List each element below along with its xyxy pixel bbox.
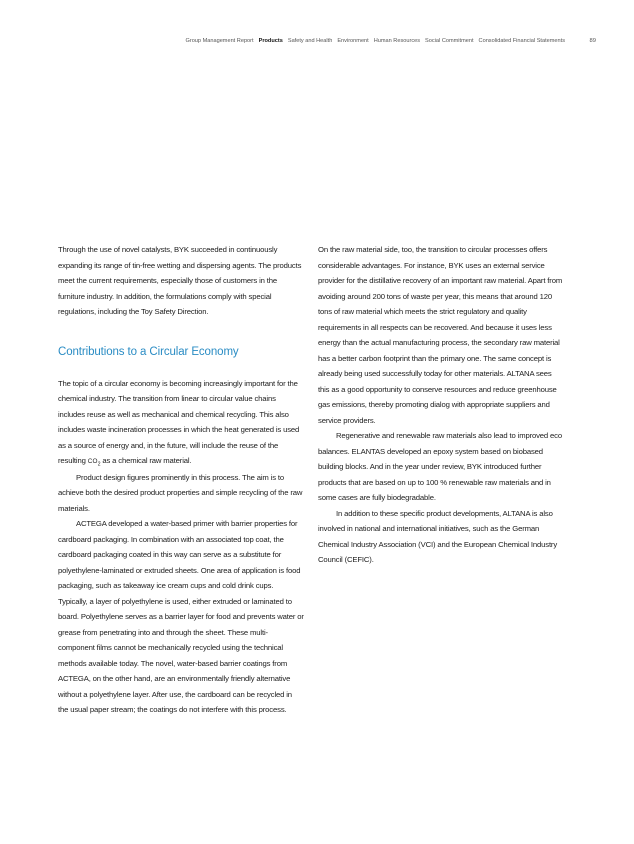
initiatives-paragraph: In addition to these specific product developments, ALTANA is also involved in national and international initiatives, such as the German Chemical Industry Association (VCI) and the European Chemical Industry Council (CEFIC). [318, 508, 558, 564]
raw-material-paragraph: On the raw material side, too, the transition to circular processes offers considerable advantages. For instance, BYK uses an external service provider for the distillative recovery of an important raw material. Apart from avoiding around 200 tons of waste per year, this means that around 120 tons of raw material which meets the strict regulatory and quality requirements in all respects can be recovered. And because it uses less energy than the actual manufacturing process, the secondary raw material has a better carbon footprint than the primary one. The same concept is already being used successfully today for other materials. ALTANA sees this as a good opportunity to conserve resources and reduce greenhouse gas emissions, thereby promoting dialog with appropriate suppliers and service providers. [318, 245, 563, 425]
co2-subscript: 2 [97, 461, 101, 468]
circular-economy-paragraph [58, 376, 304, 470]
circular-economy-text: The topic of a circular economy is becoming increasingly important for the chemical industry. The transition from linear to circular value chains includes reuse as well as mechanical and chemical recycling. This also includes waste incineration processes in which the heat generated is used as a source of energy and, in the future, will include the reuse of the resulting [58, 378, 300, 465]
product-design-paragraph: Product design figures prominently in this process. The aim is to achieve both the desired product properties and simple recycling of the raw materials. [58, 472, 303, 513]
co2-formula: CO [87, 458, 98, 465]
nav-item-safety-and-health[interactable]: Safety and Health [287, 38, 333, 44]
left-column [58, 242, 304, 718]
nav-item-environment[interactable]: Environment [337, 38, 369, 44]
nav-item-products[interactable]: Products [258, 38, 283, 44]
actega-paragraph: ACTEGA developed a water-based primer with barrier properties for cardboard packaging. In combination with an associated top coat, the cardboard packaging coated in this way can serve as a substitute for polyethylene-laminated or extruded sheets. One area of application is food packaging, such as takeaway ice cream cups and cold drink cups. Typically, a layer of polyethylene is used, either extruded or laminated to board. Polyethylene serves as a barrier layer for food and prevents water or grease from penetrating into and through the sheet. These multi-component films cannot be mechanically recycled using the technical methods available today. The novel, water-based barrier coatings from ACTEGA, on the other hand, are an environmentally friendly alternative without a polyethylene layer. After use, the cardboard can be recycled in the usual paper stream; the coatings do not interfere with this process. [58, 519, 304, 714]
right-column [318, 242, 564, 568]
circular-economy-text-end: as a chemical raw material. [100, 456, 192, 465]
section-heading: Contributions to a Circular Economy [58, 345, 239, 358]
renewable-raw-materials-paragraph: Regenerative and renewable raw materials also lead to improved eco balances. ELANTAS developed an epoxy system based on biobased building blocks. And in the year under review, BYK introduced further products that are based on up to 100 % renewable raw materials and in some cases are fully biodegradable. [318, 431, 562, 502]
header-navigation [0, 37, 634, 47]
nav-item-human-resources[interactable]: Human Resources [373, 38, 421, 44]
section-nav [185, 37, 565, 45]
nav-item-consolidated-financial-statements[interactable]: Consolidated Financial Statements [478, 38, 565, 44]
catalysts-paragraph: Through the use of novel catalysts, BYK succeeded in continuously expanding its range of tin-free wetting and dispersing agents. The products meet the current requirements, especially those of customers in the furniture industry. In addition, the formulations comply with special regulations, including the Toy Safety Direction. [58, 245, 302, 316]
page-number: 89 [589, 38, 596, 44]
nav-item-social-commitment[interactable]: Social Commitment [425, 38, 474, 44]
nav-item-group-management-report[interactable]: Group Management Report [185, 38, 254, 44]
